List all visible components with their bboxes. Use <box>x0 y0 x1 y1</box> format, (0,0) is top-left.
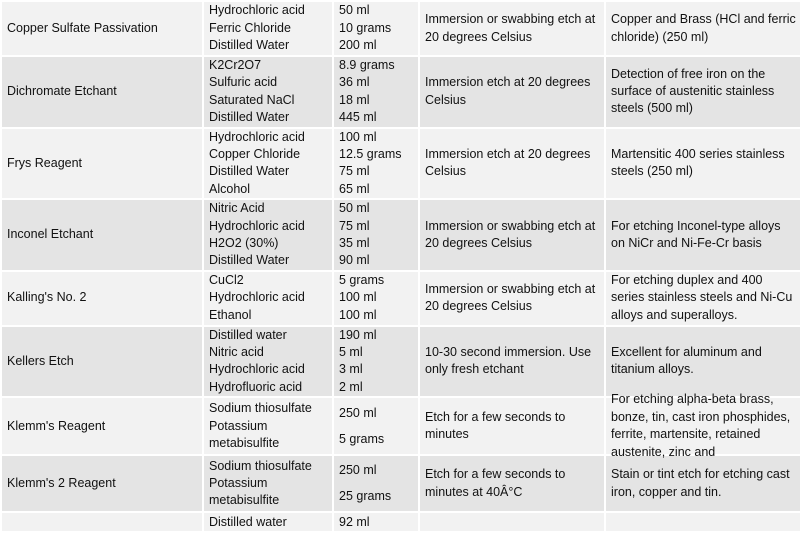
chemical: CuCl2 <box>209 273 244 288</box>
chemical: Hydrofluoric acid <box>209 379 303 394</box>
etchant-name <box>1 512 203 532</box>
etchant-name: Kalling's No. 2 <box>1 271 203 326</box>
chemical-list <box>203 455 333 512</box>
chemical: Distilled water <box>203 512 333 532</box>
etchant-name: Frys Reagent <box>1 128 203 200</box>
chemical: Hydrochloric acid <box>209 290 305 305</box>
etchant-name: Inconel Etchant <box>1 199 203 271</box>
application: For etching duplex and 400 series stainless steels and Ni-Cu alloys and superalloys. <box>605 271 801 326</box>
chemical: H2O2 (30%) <box>209 235 279 250</box>
amount: 2 ml <box>339 379 363 394</box>
amount: 5 ml <box>339 345 363 360</box>
chemical: Sodium thiosulfate <box>209 458 312 473</box>
application: Excellent for aluminum and titanium alloys. <box>605 326 801 398</box>
amount-list <box>333 397 419 455</box>
conditions: 10-30 second immersion. Use only fresh etchant <box>419 326 605 398</box>
application: Martensitic 400 series stainless steels (250 ml) <box>605 128 801 200</box>
amount: 200 ml <box>339 38 377 53</box>
amount: 25 grams <box>339 489 392 504</box>
chemical: Nitric Acid <box>209 201 265 216</box>
amount: 65 ml <box>339 181 370 196</box>
amount: 50 ml <box>339 3 370 18</box>
amount: 100 ml <box>339 290 377 305</box>
amount: 5 grams <box>339 273 385 288</box>
table-row <box>1 56 801 128</box>
conditions: Immersion etch at 20 degrees Celsius <box>419 128 605 200</box>
chemical-list <box>203 56 333 128</box>
amount: 100 ml <box>339 307 377 322</box>
chemical: Hydrochloric acid <box>209 362 305 377</box>
table-row <box>1 512 801 532</box>
chemical: Potassium metabisulfite <box>209 418 280 450</box>
chemical: Ethanol <box>209 307 252 322</box>
chemical: Hydrochloric acid <box>209 3 305 18</box>
amount-list <box>333 199 419 271</box>
amount: 75 ml <box>339 218 370 233</box>
amount: 250 ml <box>339 405 377 420</box>
etchant-name: Copper Sulfate Passivation <box>1 1 203 56</box>
amount: 100 ml <box>339 129 377 144</box>
table-row <box>1 1 801 56</box>
amount: 3 ml <box>339 362 363 377</box>
etchant-name: Kellers Etch <box>1 326 203 398</box>
table-row <box>1 271 801 326</box>
amount: 36 ml <box>339 75 370 90</box>
amount: 35 ml <box>339 235 370 250</box>
amount: 50 ml <box>339 201 370 216</box>
amount-list <box>333 271 419 326</box>
amount: 5 grams <box>339 431 385 446</box>
conditions: Immersion or swabbing etch at 20 degrees Celsius <box>419 1 605 56</box>
table-row <box>1 455 801 512</box>
conditions: Etch for a few seconds to minutes at 40Â°C <box>419 455 605 512</box>
application-cell <box>605 392 801 459</box>
chemical: K2Cr2O7 <box>209 58 262 72</box>
conditions: Etch for a few seconds to minutes <box>419 397 605 455</box>
amount: 90 ml <box>339 253 370 268</box>
chemical-list <box>203 199 333 271</box>
application <box>605 512 801 532</box>
amount: 92 ml <box>333 512 419 532</box>
chemical: Distilled water <box>209 327 287 342</box>
chemical: Saturated NaCl <box>209 92 295 107</box>
chemical-list <box>203 326 333 398</box>
chemical: Sodium thiosulfate <box>209 401 312 416</box>
amount: 250 ml <box>339 463 377 478</box>
conditions: Immersion or swabbing etch at 20 degrees Celsius <box>419 199 605 271</box>
application: Copper and Brass (HCl and ferric chloride) (250 ml) <box>605 1 801 56</box>
chemical: Ferric Chloride <box>209 20 291 35</box>
conditions: Immersion etch at 20 degrees Celsius <box>419 56 605 128</box>
chemical: Potassium metabisulfite <box>209 476 280 508</box>
chemical: Copper Chloride <box>209 146 301 161</box>
chemical: Sulfuric acid <box>209 75 278 90</box>
amount-list <box>333 56 419 128</box>
chemical: Alcohol <box>209 181 250 196</box>
amount: 75 ml <box>339 164 370 179</box>
application: For etching Inconel-type alloys on NiCr and Ni-Fe-Cr basis <box>605 199 801 271</box>
chemical: Hydrochloric acid <box>209 218 305 233</box>
table-row <box>1 326 801 398</box>
conditions: Immersion or swabbing etch at 20 degrees Celsius <box>419 271 605 326</box>
conditions <box>419 512 605 532</box>
amount: 8.9 grams <box>339 58 395 72</box>
etchant-name: Klemm's 2 Reagent <box>1 455 203 512</box>
chemical: Distilled Water <box>209 110 290 125</box>
amount-list <box>333 326 419 398</box>
amount: 18 ml <box>339 92 370 107</box>
table-row <box>1 397 801 455</box>
amount-list <box>333 455 419 512</box>
chemical: Nitric acid <box>209 345 264 360</box>
chemical: Distilled Water <box>209 164 290 179</box>
amount-list <box>333 128 419 200</box>
amount: 445 ml <box>339 110 377 125</box>
amount: 10 grams <box>339 20 392 35</box>
table-row <box>1 199 801 271</box>
chemical-list <box>203 271 333 326</box>
etchant-name: Klemm's Reagent <box>1 397 203 455</box>
amount: 190 ml <box>339 327 377 342</box>
application: For etching alpha-beta brass, bonze, tin, cast iron phosphides, ferrite, martensite, retained austenite, zinc and <box>611 392 791 459</box>
chemical: Distilled Water <box>209 253 290 268</box>
chemical-list <box>203 1 333 56</box>
amount-list <box>333 1 419 56</box>
application: Detection of free iron on the surface of austenitic stainless steels (500 ml) <box>605 56 801 128</box>
chemical-list <box>203 128 333 200</box>
chemical-list <box>203 397 333 455</box>
etchant-name: Dichromate Etchant <box>1 56 203 128</box>
amount: 12.5 grams <box>339 146 402 161</box>
chemical: Distilled Water <box>209 38 290 53</box>
table-row <box>1 128 801 200</box>
application: Stain or tint etch for etching cast iron, copper and tin. <box>605 455 801 512</box>
chemical: Hydrochloric acid <box>209 129 305 144</box>
